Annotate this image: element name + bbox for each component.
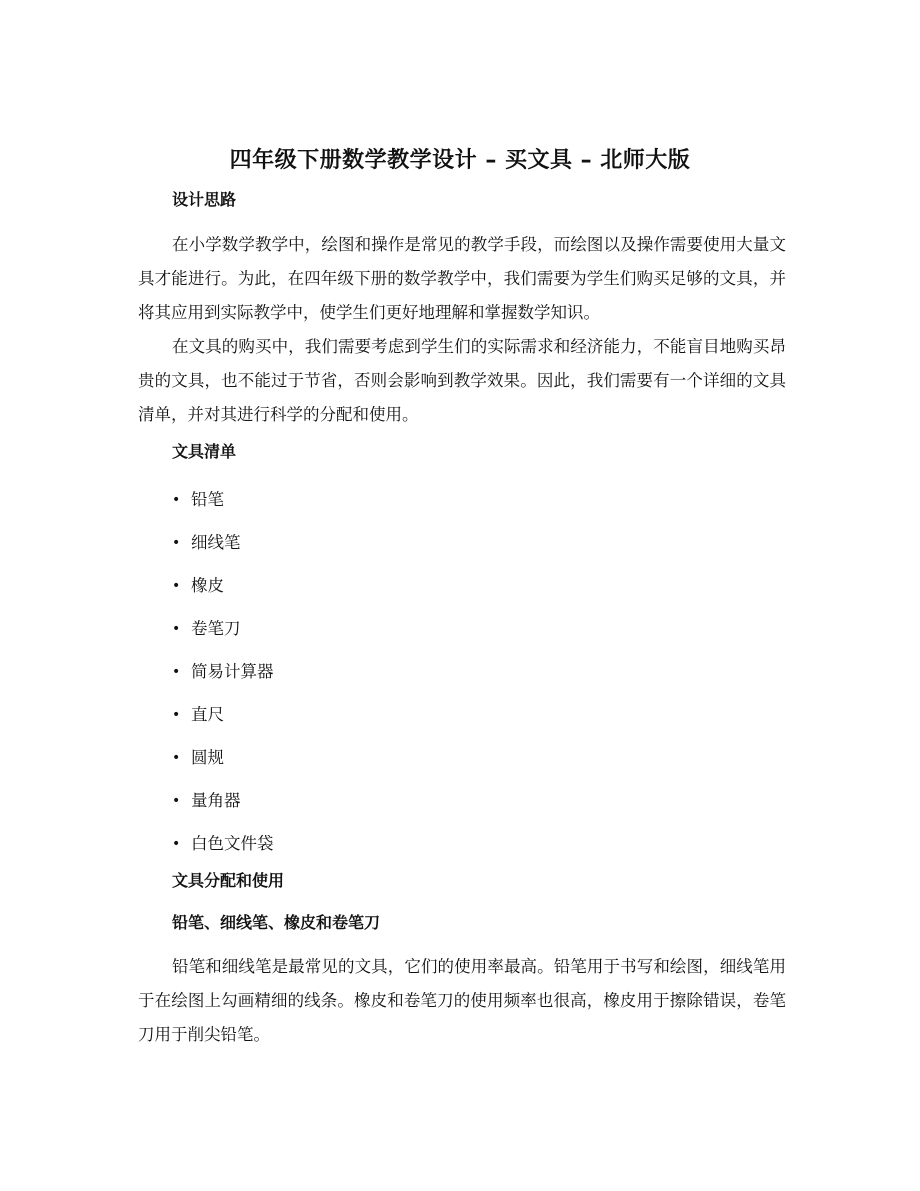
bullet: • [172,706,181,723]
list-item-label: 直尺 [191,704,224,724]
list-item [172,822,274,865]
list-item [172,607,274,650]
list-item [172,564,274,607]
bullet: • [172,491,181,508]
list-item-label: 橡皮 [191,575,224,595]
bullet: • [172,663,181,680]
list-item [172,693,274,736]
stationery-list [172,478,274,865]
list-item-label: 简易计算器 [191,661,274,681]
list-item-label: 白色文件袋 [191,833,274,853]
list-item [172,736,274,779]
bullet: • [172,835,181,852]
subheading-pencils-erasers: 铅笔、细线笔、橡皮和卷笔刀 [172,913,381,932]
section-heading-design-idea: 设计思路 [172,190,237,209]
list-item [172,521,274,564]
bullet: • [172,792,181,809]
paragraph-allocation: 铅笔和细线笔是最常见的文具，它们的使用率最高。铅笔用于书写和绘图，细线笔用于在绘图上勾画精细的线条。橡皮和卷笔刀的使用频率也很高，橡皮用于擦除错误，卷笔刀用于削尖铅笔。 [138,957,786,1044]
list-item-label: 量角器 [191,790,241,810]
bullet: • [172,749,181,766]
list-item [172,650,274,693]
section-heading-allocation: 文具分配和使用 [172,871,285,890]
bullet: • [172,620,181,637]
document-title: 四年级下册数学教学设计 – 买文具 – 北师大版 [229,148,691,173]
list-item-label: 圆规 [191,747,224,767]
list-item [172,478,274,521]
list-item [172,779,274,822]
bullet: • [172,534,181,551]
paragraph-design-idea-2: 在文具的购买中，我们需要考虑到学生们的实际需求和经济能力，不能盲目地购买昂贵的文具，也不能过于节省，否则会影响到教学效果。因此，我们需要有一个详细的文具清单，并对其进行科学的分配和使用。 [138,337,786,424]
paragraph-design-idea-1: 在小学数学教学中，绘图和操作是常见的教学手段，而绘图以及操作需要使用大量文具才能进行。为此，在四年级下册的数学教学中，我们需要为学生们购买足够的文具，并将其应用到实际教学中，使学生们更好地理解和掌握数学知识。 [138,235,786,322]
list-item-label: 细线笔 [191,532,241,552]
list-item-label: 卷笔刀 [191,618,241,638]
bullet: • [172,577,181,594]
list-item-label: 铅笔 [191,489,224,509]
section-heading-stationery-list: 文具清单 [172,442,237,461]
